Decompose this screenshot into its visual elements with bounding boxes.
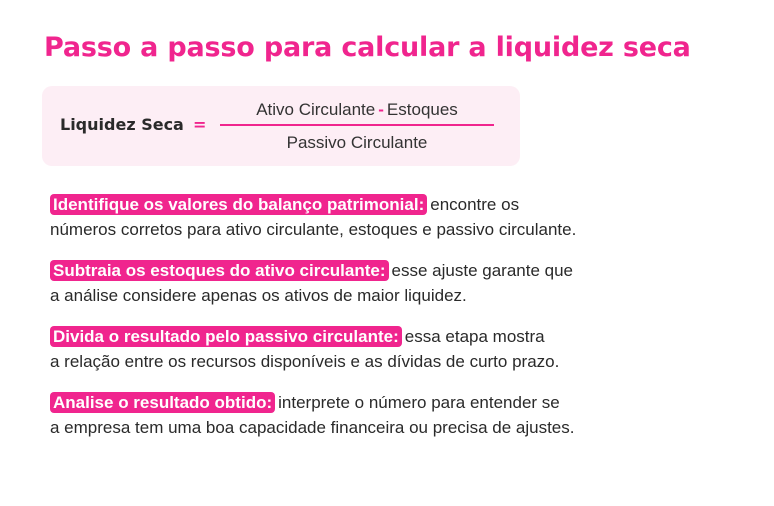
page-title: Passo a passo para calcular a liquidez seca <box>44 32 691 63</box>
step-item <box>50 324 750 374</box>
step-line-1 <box>50 258 750 283</box>
formula-box <box>42 86 520 166</box>
step-text: encontre os <box>430 195 520 214</box>
steps-list <box>50 192 750 440</box>
step-item <box>50 192 750 242</box>
step-line-2: números corretos para ativo circulante, estoques e passivo circulante. <box>50 220 577 239</box>
step-highlight: Identifique os valores do balanço patrimonial: <box>50 194 427 215</box>
step-highlight: Subtraia os estoques do ativo circulante: <box>50 260 389 281</box>
minus-operator: - <box>378 100 384 119</box>
formula-equals-sign: = <box>193 115 207 134</box>
formula-numerator <box>220 98 494 122</box>
numerator-estoques: Estoques <box>386 100 458 119</box>
step-text: esse ajuste garante que <box>391 261 573 280</box>
step-text: interprete o número para entender se <box>278 393 560 412</box>
step-line-2: a relação entre os recursos disponíveis e as dívidas de curto prazo. <box>50 352 560 371</box>
step-line-1 <box>50 324 750 349</box>
formula-fraction <box>220 98 494 154</box>
formula-denominator: Passivo Circulante <box>286 133 428 152</box>
step-highlight: Divida o resultado pelo passivo circulante: <box>50 326 402 347</box>
step-highlight: Analise o resultado obtido: <box>50 392 275 413</box>
fraction-bar <box>220 124 494 126</box>
step-item <box>50 390 750 440</box>
formula-label: Liquidez Seca <box>60 115 184 134</box>
step-line-1 <box>50 192 750 217</box>
step-line-1 <box>50 390 750 415</box>
step-line-2: a empresa tem uma boa capacidade financeira ou precisa de ajustes. <box>50 418 575 437</box>
step-item <box>50 258 750 308</box>
step-line-2: a análise considere apenas os ativos de maior liquidez. <box>50 286 467 305</box>
numerator-ativo-circulante: Ativo Circulante <box>256 100 376 119</box>
step-text: essa etapa mostra <box>404 327 545 346</box>
